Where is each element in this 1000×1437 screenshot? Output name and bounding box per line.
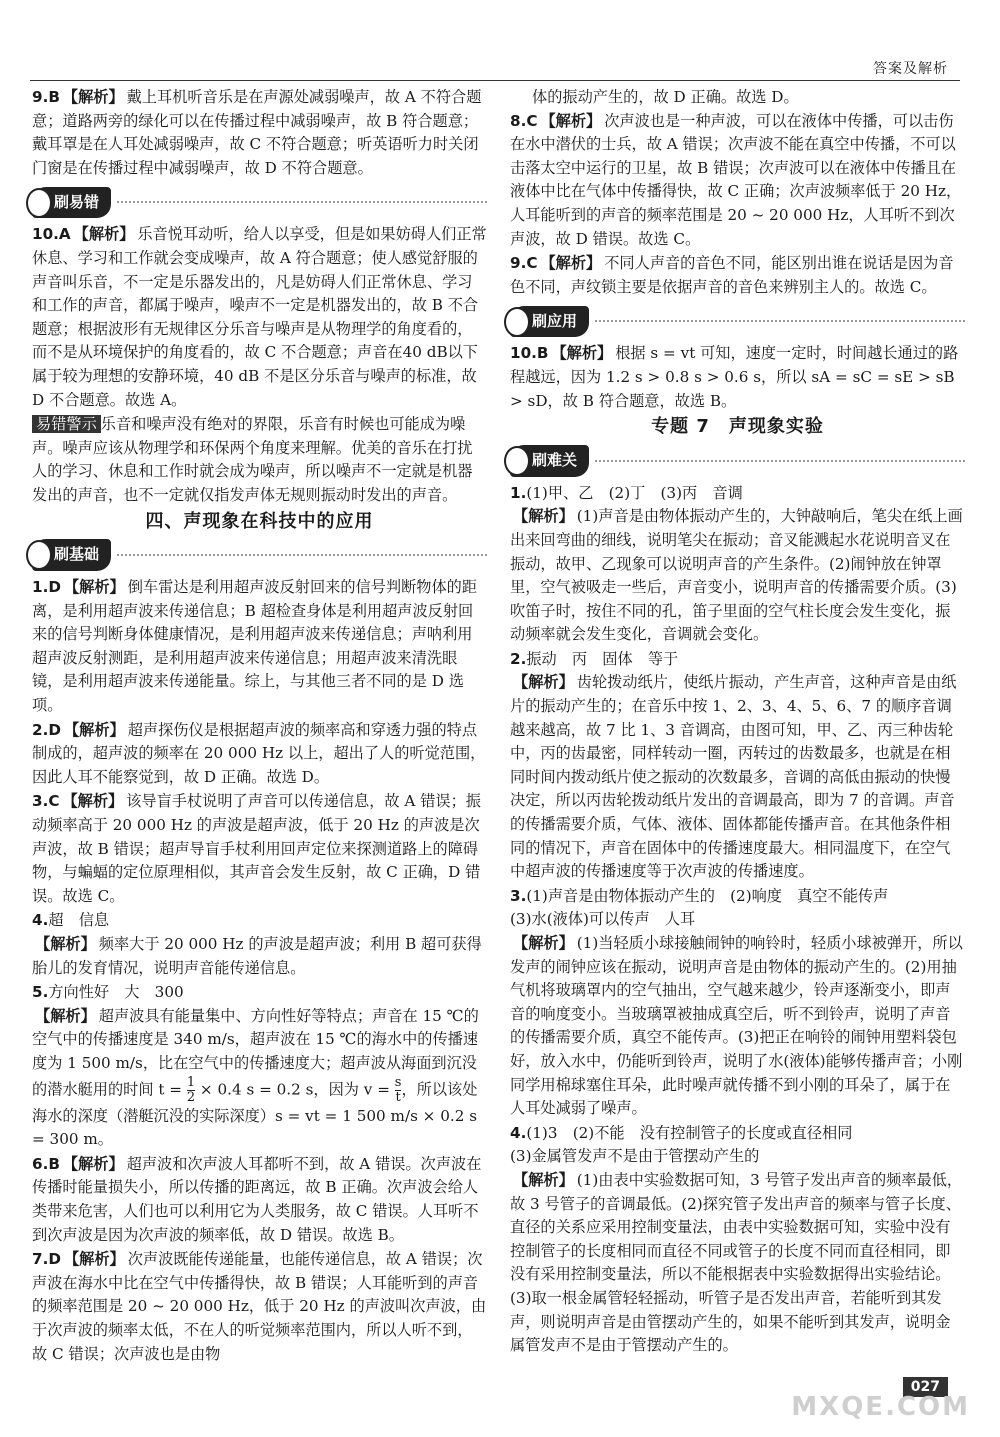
banner-label: 刷基础: [32, 539, 111, 571]
fraction: $\frac{s}{t}$: [394, 1074, 402, 1105]
header-title: 答案及解析: [873, 61, 948, 77]
section-banner: [510, 444, 965, 478]
warning-note: 易错警示 乐音和噪声没有绝对的界限，乐音有时候也可能成为噪声。噪声应该从物理学和环保两个角度来理解。优美的音乐在打扰人的学习、休息和工作时就会成为噪声，所以噪声不一定就是机器发出的声音，也不一定就仅指发声体无规则振动时发出的声音。: [32, 415, 473, 504]
left-column: [32, 86, 487, 1367]
section-banner: [32, 185, 487, 219]
right-column: [510, 86, 965, 1359]
answer-item: 9.B 【解析】 戴上耳机听音乐是在声源处减弱噪声，故 A 不符合题意；道路两旁的绿化可以在传播过程中减弱噪声，故 B 符合题意；戴耳罩是在人耳处减弱噪声，故 C 不符合题意；听英语听力时关闭门窗是在传播过程中减弱噪声，故 D 不符合题意。: [32, 88, 482, 177]
banner-label: 刷应用: [510, 306, 589, 338]
fraction: $\frac{1}{2}$: [186, 1074, 196, 1105]
banner-label: 刷难关: [510, 445, 589, 477]
answer-item: 4.(1)3 (2)不能 没有控制管子的长度或直径相同 (3)金属管发声不是由于管摆动产生的 【解析】 (1)由表中实验数据可知，3 号管子发出声音的频率最低，故 3 号管子的音调最低。(2)探究管子发出声音的频率与管子长度、直径的关系应采用控制变量法，由表中实验数据可知，实验中没有控制管子的长度相同而直径不同或管子的长度不同而直径相同，即没有采用控制变量法，所以不能根据表中实验数据得出实验结论。(3)取一根金属管轻轻摇动，听管子是否发出声音，若能听到其发声，则说明声音是由管摆动产生的，如果不能听到其发声，说明金属管发声不是由于管摆动产生的。: [510, 1123, 963, 1355]
section-banner: [32, 538, 487, 572]
banner-label: 刷易错: [32, 187, 111, 219]
answer-item: 2.D 【解析】 超声探伤仪是根据超声波的频率高和穿透力强的特点制成的，超声波的频率在 20 000 Hz 以上，超出了人的听觉范围，因此人耳不能察觉到，故 D 正确。故选 D。: [32, 720, 486, 786]
header-divider: [30, 80, 960, 81]
answer-item: 6.B 【解析】 超声波和次声波人耳都听不到，故 A 错误。次声波在传播时能量损失小，所以传播的距离远，故 B 正确。次声波会给人类带来危害，人们也可以利用它为人类服务，故 C 错误。人耳听不到次声波是因为次声波的频率低，故 D 错误。故选 B。: [32, 1154, 482, 1244]
answer-item: 5.方向性好 大 300 【解析】 超声波具有能量集中、方向性好等特点；声音在 15 ℃的空气中的传播速度是 340 m/s，超声波在 15 ℃的海水中的传播速度为 1 500 m/s，比在空气中的传播速度大；超声波从海面到沉没的潜水艇用的时间 t = $\frac{1}{2}$ × 0.4 s = 0.2 s，因为 v = $\frac{s}{t}$ ，所以该处海水的深度（潜艇沉没的实际深度）s = vt = 1 500 m/s × 0.2 s = 300 m。: [32, 983, 479, 1149]
page-number: 027: [903, 1377, 948, 1397]
warning-label: 易错警示: [32, 415, 101, 433]
answer-item: 10.A 【解析】 乐音悦耳动听，给人以享受，但是如果妨碍人们正常休息、学习和工作就会变成噪声，故 A 符合题意；使人感觉舒服的声音叫乐音，不一定是乐器发出的，凡是妨碍人们正常休息、学习和工作的声音，都属于噪声，噪声不一定是机器发出的，故 B 不合题意；根据波形有无规律区分乐音与噪声是从物理学的角度看的，而不是从环境保护的角度看的，故 C 不合题意；声音在40 dB以下属于较为理想的安静环境，40 dB 不是区分乐音与噪声的标准，故 D 不合题意。故选 A。: [32, 225, 487, 409]
answer-item: 4.超 信息 【解析】 频率大于 20 000 Hz 的声波是超声波；利用 B 超可获得胎儿的发育情况，说明声音能传递信息。: [32, 911, 482, 977]
answer-continuation: 体的振动产生的，故 D 正确。故选 D。: [532, 88, 799, 106]
answer-item: 1.D 【解析】 倒车雷达是利用超声波反射回来的信号判断物体的距离，是利用超声波来传递信息；B 超检查身体是利用超声波反射回来的信号判断身体健康情况，是利用超声波来传递信息；声呐利用超声波反射测距，是利用超声波来传递信息；用超声波来清洗眼镜，是利用超声波来传递能量。综上，与其他三者不同的是 D 选项。: [32, 578, 478, 715]
answer-item: 8.C 【解析】 次声波也是一种声波，可以在液体中传播，可以击伤在水中潜伏的士兵，故 A 错误；次声波不能在真空中传播，不可以击落太空中运行的卫星，故 B 错误；次声波可以在液体中传播且在液体中比在气体中传播得快，故 C 正确；次声波频率低于 20 Hz，人耳能听到的声音的频率范围是 20 ~ 20 000 Hz，人耳听不到次声波，故 D 错误。故选 C。: [510, 111, 962, 248]
answer-item: 7.D 【解析】 次声波既能传递能量，也能传递信息，故 A 错误；次声波在海水中比在空气中传播得快，故 B 错误；人耳能听到的声音的频率范围是 20 ~ 20 000 Hz，低于 20 Hz 的声波叫次声波，由于次声波的频率太低，不在人的听觉频率范围内，所以人听不到，故 C 错误；次声波也是由物: [32, 1250, 487, 1363]
section-banner: [510, 304, 965, 338]
answer-item: 9.C 【解析】 不同人声音的音色不同，能区别出谁在说话是因为音色不同，声纹锁主要是依据声音的音色来辨别主人的。故选 C。: [510, 254, 954, 296]
answer-item: 1.(1)甲、乙 (2)丁 (3)丙 音调 【解析】 (1)声音是由物体振动产生的，大钟敲响后，笔尖在纸上画出来回弯曲的细线，说明笔尖在振动；音叉能溅起水花说明音叉在振动，故甲、乙现象可以说明声音的产生条件。(2)闹钟放在钟罩里，空气被吸走一些后，声音变小，说明声音的传播需要介质。(3)吹笛子时，按住不同的孔，笛子里面的空气柱长度会发生变化，振动频率就会发生变化，音调就会变化。: [510, 483, 963, 644]
answer-item: 10.B 【解析】 根据 s = vt 可知，速度一定时，时间越长通过的路程越远，因为 1.2 s > 0.8 s > 0.6 s，所以 sA = sC = sE > sB > sD，故 B 符合题意，故选 B。: [510, 344, 959, 410]
watermark: MXQE.COM: [791, 1392, 970, 1422]
answer-item: 3.C 【解析】 该导盲手杖说明了声音可以传递信息，故 A 错误；振动频率高于 20 000 Hz 的声波是超声波，低于 20 Hz 的声波是次声波，故 B 错误；超声导盲手杖利用回声定位来探测道路上的障碍物，与蝙蝠的定位原理相似，其声音会发生反射，故 C 正确，D 错误。故选 C。: [32, 792, 481, 905]
answer-item: 2.振动 丙 固体 等于 【解析】 齿轮拨动纸片，使纸片振动，产生声音，这种声音是由纸片的振动产生的；在音乐中按 1、2、3、4、5、6、7 的顺序音调越来越高，故 7 比 1、3 音调高，由图可知，甲、乙、丙三种齿轮中，丙的齿最密，同样转动一圈，丙转过的齿数最多，也就是在相同时间内拨动纸片使之振动的次数最多，音调的高低由振动的快慢决定，所以丙齿轮拨动纸片发出的音调最高，即为 7 的音调。声音的传播需要介质，气体、液体、固体都能传播声音。在其他条件相同的情况下，声音在固体中的传播速度最大。相同温度下，在空气中超声波的传播速度等于次声波的传播速度。: [510, 649, 957, 881]
section-title: 四、声现象在科技中的应用: [145, 510, 374, 532]
section-title: 专题 7 声现象实验: [651, 416, 824, 438]
answer-item: 3.(1)声音是由物体振动产生的 (2)响度 真空不能传声 (3)水(液体)可以传声 人耳 【解析】 (1)当轻质小球接触闹钟的响铃时，轻质小球被弹开，所以发声的闹钟应该在振动，说明声音是由物体的振动产生的。(2)用抽气机将玻璃罩内的空气抽出，空气越来越少，铃声逐渐变小，即声音的响度变小。当玻璃罩被抽成真空后，听不到铃声，说明了声音的传播需要介质，真空不能传声。(3)把正在响铃的闹钟用塑料袋包好，放入水中，仍能听到铃声，说明了水(液体)能够传播声音；小刚同学用棉球塞住耳朵，此时噪声就传播不到小刚的耳朵了，属于在人耳处减弱了噪声。: [510, 886, 963, 1118]
